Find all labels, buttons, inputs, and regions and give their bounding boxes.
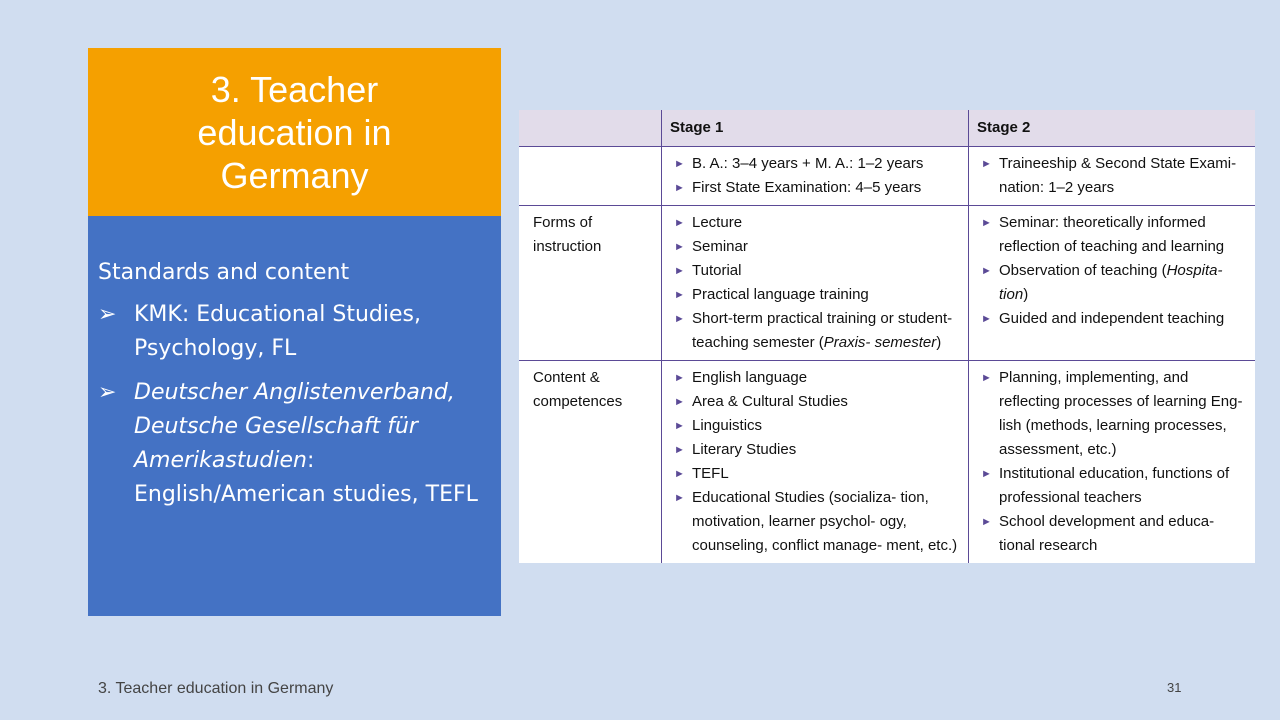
- table-row-content-competences: [519, 360, 1255, 563]
- list-item: ► Practical language training: [670, 283, 960, 307]
- triangle-bullet-icon: ►: [674, 181, 685, 194]
- slide-footer: 3. Teacher education in Germany: [98, 680, 334, 697]
- triangle-bullet-icon: ►: [674, 395, 685, 408]
- triangle-bullet-icon: ►: [674, 240, 685, 253]
- triangle-bullet-icon: ►: [674, 288, 685, 301]
- list-item: ► English language: [670, 366, 960, 390]
- list-item: ► TEFL: [670, 462, 960, 486]
- list-item: ► Guided and independent teaching: [977, 307, 1247, 331]
- page-number: 31: [1167, 680, 1182, 695]
- header-empty-cell: [519, 110, 662, 146]
- triangle-bullet-icon: ►: [981, 157, 992, 170]
- list-item: ► Observation of teaching (Hospita- tion): [977, 259, 1247, 307]
- row-label: [519, 146, 662, 205]
- triangle-bullet-icon: ►: [674, 443, 685, 456]
- slide-title: 3. Teacher education in Germany: [197, 68, 392, 196]
- triangle-bullet-icon: ►: [674, 419, 685, 432]
- content-item-associations: [98, 376, 481, 512]
- list-item: ► First State Examination: 4–5 years: [670, 176, 960, 200]
- associations-scope: English/American studies, TEFL: [134, 482, 478, 507]
- content-item-text: KMK: Educational Studies, Psychology, FL: [134, 302, 421, 361]
- triangle-bullet-icon: ►: [981, 467, 992, 480]
- header-stage2: Stage 2: [969, 110, 1256, 146]
- triangle-bullet-icon: ►: [674, 371, 685, 384]
- table-row-forms-of-instruction: [519, 205, 1255, 360]
- stage2-cell: [969, 146, 1256, 205]
- triangle-bullet-icon: ►: [674, 264, 685, 277]
- list-item: ► Seminar: theoretically informed reflection of teaching and learning: [977, 211, 1247, 259]
- colon-text: :: [306, 448, 315, 473]
- list-item: ► Tutorial: [670, 259, 960, 283]
- stage1-cell: [662, 205, 969, 360]
- triangle-bullet-icon: ►: [674, 216, 685, 229]
- triangle-bullet-icon: ►: [981, 515, 992, 528]
- list-item: ► Seminar: [670, 235, 960, 259]
- title-box: [88, 48, 501, 216]
- table-header-row: [519, 110, 1255, 146]
- triangle-bullet-icon: ►: [674, 157, 685, 170]
- stage2-cell: [969, 205, 1256, 360]
- list-item: ► Institutional education, functions of professional teachers: [977, 462, 1247, 510]
- triangle-bullet-icon: ►: [981, 312, 992, 325]
- content-item-text: [134, 376, 481, 512]
- list-item: ► Educational Studies (socializa- tion, motivation, learner psychol- ogy, counseling, conflict manage- ment, etc.): [670, 486, 960, 558]
- arrow-bullet-icon: ➢: [98, 302, 117, 327]
- content-heading: Standards and content: [98, 260, 350, 285]
- list-item: ► School development and educa- tional research: [977, 510, 1247, 558]
- row-label: Content & competences: [533, 368, 623, 410]
- stage1-cell: [662, 360, 969, 563]
- list-item: ► Short-term practical training or student-teaching semester (Praxis- semester): [670, 307, 960, 355]
- row-label: Forms of instruction: [533, 213, 602, 255]
- content-box: [88, 216, 501, 616]
- association-names: Deutscher Anglistenverband, Deutsche Gesellschaft für Amerikastudien: [134, 380, 455, 473]
- triangle-bullet-icon: ►: [674, 467, 685, 480]
- list-item: ► Lecture: [670, 211, 960, 235]
- table-row-duration: [519, 146, 1255, 205]
- triangle-bullet-icon: ►: [981, 216, 992, 229]
- header-stage1: Stage 1: [662, 110, 969, 146]
- list-item: ► Area & Cultural Studies: [670, 390, 960, 414]
- arrow-bullet-icon: ➢: [98, 380, 117, 405]
- list-item: ► B. A.: 3–4 years + M. A.: 1–2 years: [670, 152, 960, 176]
- list-item: ► Linguistics: [670, 414, 960, 438]
- triangle-bullet-icon: ►: [981, 264, 992, 277]
- list-item: ► Traineeship & Second State Exami- nation: 1–2 years: [977, 152, 1247, 200]
- teacher-education-table: [519, 110, 1255, 563]
- content-item-kmk: [98, 298, 481, 366]
- stage2-cell: [969, 360, 1256, 563]
- list-item: ► Literary Studies: [670, 438, 960, 462]
- list-item: ► Planning, implementing, and reflecting processes of learning Eng- lish (methods, learning processes, assessment, etc.): [977, 366, 1247, 462]
- triangle-bullet-icon: ►: [674, 491, 685, 504]
- stage1-cell: [662, 146, 969, 205]
- triangle-bullet-icon: ►: [981, 371, 992, 384]
- triangle-bullet-icon: ►: [674, 312, 685, 325]
